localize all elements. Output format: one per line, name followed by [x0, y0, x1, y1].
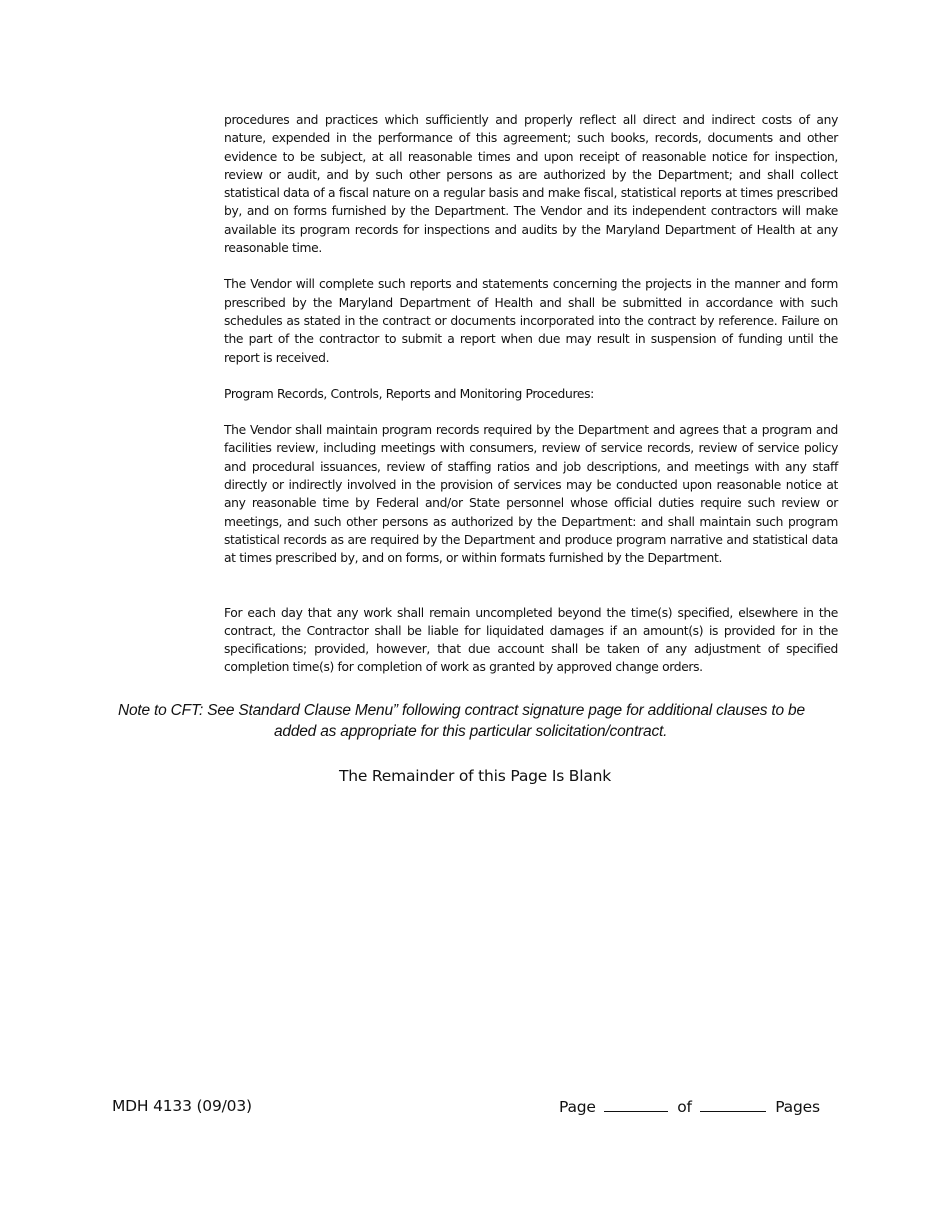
- note-line-1: Note to CFT: See Standard Clause Menu” following contract signature page for additional clauses to be: [118, 702, 805, 719]
- note-line-2: added as appropriate for this particular solicitation/contract.: [274, 723, 668, 740]
- remainder-blank-notice: The Remainder of this Page Is Blank: [338, 767, 612, 785]
- page-count-footer: [559, 1095, 820, 1118]
- section-heading-program-records: Program Records, Controls, Reports and Monitoring Procedures:: [224, 386, 594, 401]
- paragraph-records-costs: procedures and practices which sufficiently and properly reflect all direct and indirect costs of any nature, expended in the performance of this agreement; such books, records, documents and other evidence to be subject, at all reasonable times and upon receipt of reasonable notice for inspection, review or audit, and by such other persons as are authorized by the Department; and shall collect statistical data of a fiscal nature on a regular basis and make fiscal, statistical reports at times prescribed by, and on forms furnished by the Department. The Vendor and its independent contractors will make available its program records for inspections and audits by the Maryland Department of Health at any reasonable time.: [224, 113, 838, 256]
- note-to-cft: [118, 700, 838, 742]
- form-id: MDH 4133 (09/03): [112, 1097, 252, 1115]
- page-label: Page: [559, 1098, 596, 1116]
- paragraph-reports-statements: The Vendor will complete such reports and statements concerning the projects in the manner and form prescribed by the Maryland Department of Health and shall be submitted in accordance with such schedules as stated in the contract or documents incorporated into the contract by reference. Failure on the part of the contractor to submit a report when due may result in suspension of funding until the report is received.: [224, 277, 838, 365]
- paragraph-program-records: The Vendor shall maintain program records required by the Department and agrees that a program and facilities review, including meetings with consumers, review of service records, review of service policy and procedural issuances, review of staffing ratios and job descriptions, and meetings with any staff directly or indirectly involved in the provision of services may be conducted upon reasonable notice at any reasonable time by Federal and/or State personnel whose official duties require such review or meetings, and such other persons as authorized by the Department: and shall maintain such program statistical records as are required by the Department and produce program narrative and statistical data at times prescribed by, and on forms, or within formats furnished by the Department.: [224, 423, 838, 566]
- total-pages-blank: [700, 1095, 766, 1112]
- of-label: of: [677, 1098, 692, 1116]
- body-text: [224, 111, 838, 695]
- page-number-blank: [604, 1095, 668, 1112]
- pages-label: Pages: [775, 1098, 820, 1116]
- paragraph-liquidated-damages: For each day that any work shall remain uncompleted beyond the time(s) specified, elsewhere in the contract, the Contractor shall be liable for liquidated damages if an amount(s) is provided for in the specifications; provided, however, that due account shall be taken of any adjustment of specified completion time(s) for completion of work as granted by approved change orders.: [224, 605, 838, 675]
